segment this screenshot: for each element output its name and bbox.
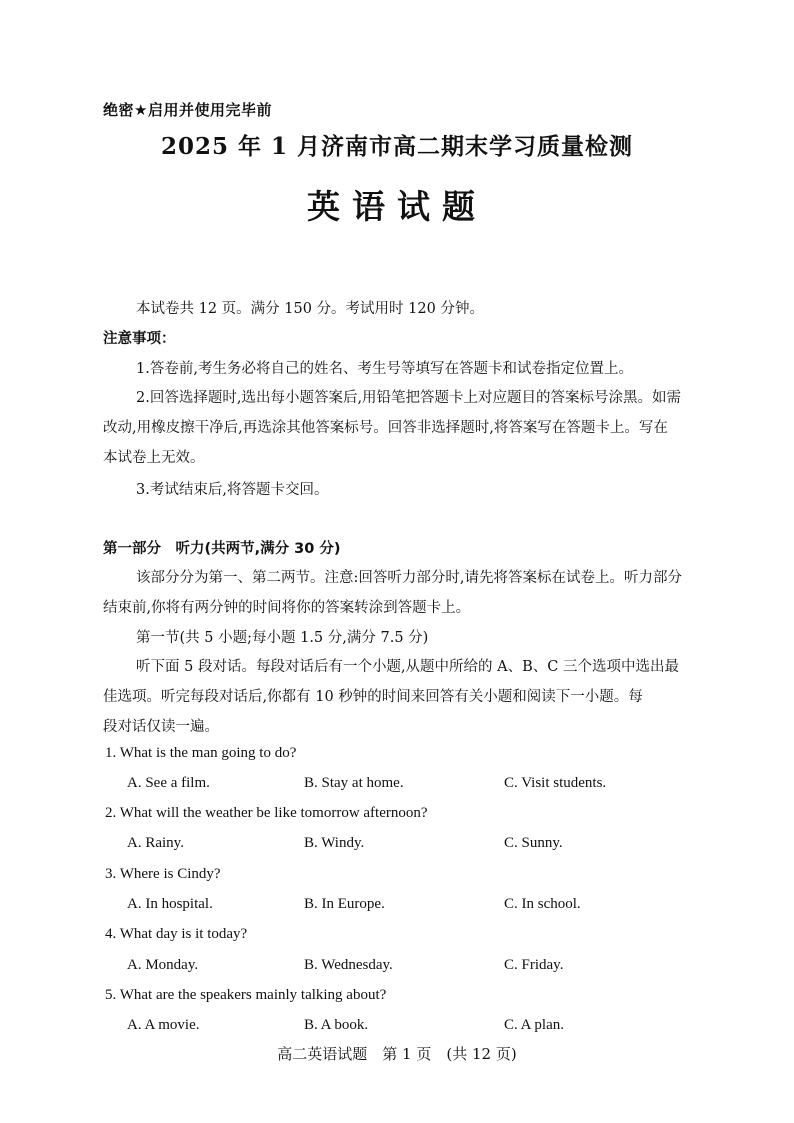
question-stem: 3. Where is Cindy? — [105, 866, 221, 882]
option-b: B. A book. — [304, 1017, 369, 1033]
section1-instruction-line3: 段对话仅读一遍。 — [103, 719, 219, 735]
subject-title: 英语试题 — [307, 187, 487, 226]
section1-instruction-line2: 佳选项。听完每段对话后,你都有 10 秒钟的时间来回答有关小题和阅读下一小题。每 — [103, 689, 643, 705]
option-c: C. In school. — [504, 896, 581, 912]
option-a: A. See a film. — [127, 775, 210, 791]
notice-item-2-line2: 改动,用橡皮擦干净后,再选涂其他答案标号。回答非选择题时,将答案写在答题卡上。写在 — [103, 420, 668, 436]
option-a: A. In hospital. — [127, 896, 213, 912]
notice-heading: 注意事项： — [103, 331, 176, 347]
exam-title: 2025 年 1 月济南市高二期末学习质量检测 — [160, 133, 634, 160]
section1-heading: 第一节(共 5 小题;每小题 1.5 分,满分 7.5 分) — [136, 630, 429, 646]
option-b: B. In Europe. — [304, 896, 385, 912]
option-b: B. Wednesday. — [304, 957, 393, 973]
notice-item-3: 3.考试结束后,将答题卡交回。 — [136, 482, 329, 498]
part1-desc-line2: 结束前,你将有两分钟的时间将你的答案转涂到答题卡上。 — [103, 600, 471, 616]
question-stem: 4. What day is it today? — [105, 926, 248, 942]
option-c: C. Friday. — [504, 957, 564, 973]
option-a: A. A movie. — [127, 1017, 200, 1033]
option-a: A. Rainy. — [127, 835, 184, 851]
page-footer: 高二英语试题 第 1 页 (共 12 页) — [277, 1045, 517, 1063]
exam-summary: 本试卷共 12 页。满分 150 分。考试用时 120 分钟。 — [136, 301, 484, 317]
option-c: C. A plan. — [504, 1017, 565, 1033]
option-c: C. Sunny. — [504, 835, 563, 851]
option-b: B. Windy. — [304, 835, 365, 851]
confidential-mark: 绝密★启用并使用完毕前 — [103, 101, 272, 119]
option-a: A. Monday. — [127, 957, 199, 973]
question-stem: 2. What will the weather be like tomorrow afternoon? — [105, 805, 428, 821]
notice-item-2-line3: 本试卷上无效。 — [103, 450, 205, 466]
part1-desc-line1: 该部分分为第一、第二两节。注意:回答听力部分时,请先将答案标在试卷上。听力部分 — [136, 570, 682, 586]
notice-item-2-line1: 2.回答选择题时,选出每小题答案后,用铅笔把答题卡上对应题目的答案标号涂黑。如需 — [136, 390, 682, 406]
section1-instruction-line1: 听下面 5 段对话。每段对话后有一个小题,从题中所给的 A、B、C 三个选项中选出最 — [136, 659, 679, 675]
option-c: C. Visit students. — [504, 775, 607, 791]
option-b: B. Stay at home. — [304, 775, 404, 791]
question-stem: 1. What is the man going to do? — [105, 745, 297, 761]
notice-item-1: 1.答卷前,考生务必将自己的姓名、考生号等填写在答题卡和试卷指定位置上。 — [136, 361, 633, 377]
part1-heading: 第一部分 听力(共两节,满分 30 分) — [103, 541, 341, 557]
question-stem: 5. What are the speakers mainly talking about? — [105, 987, 387, 1003]
